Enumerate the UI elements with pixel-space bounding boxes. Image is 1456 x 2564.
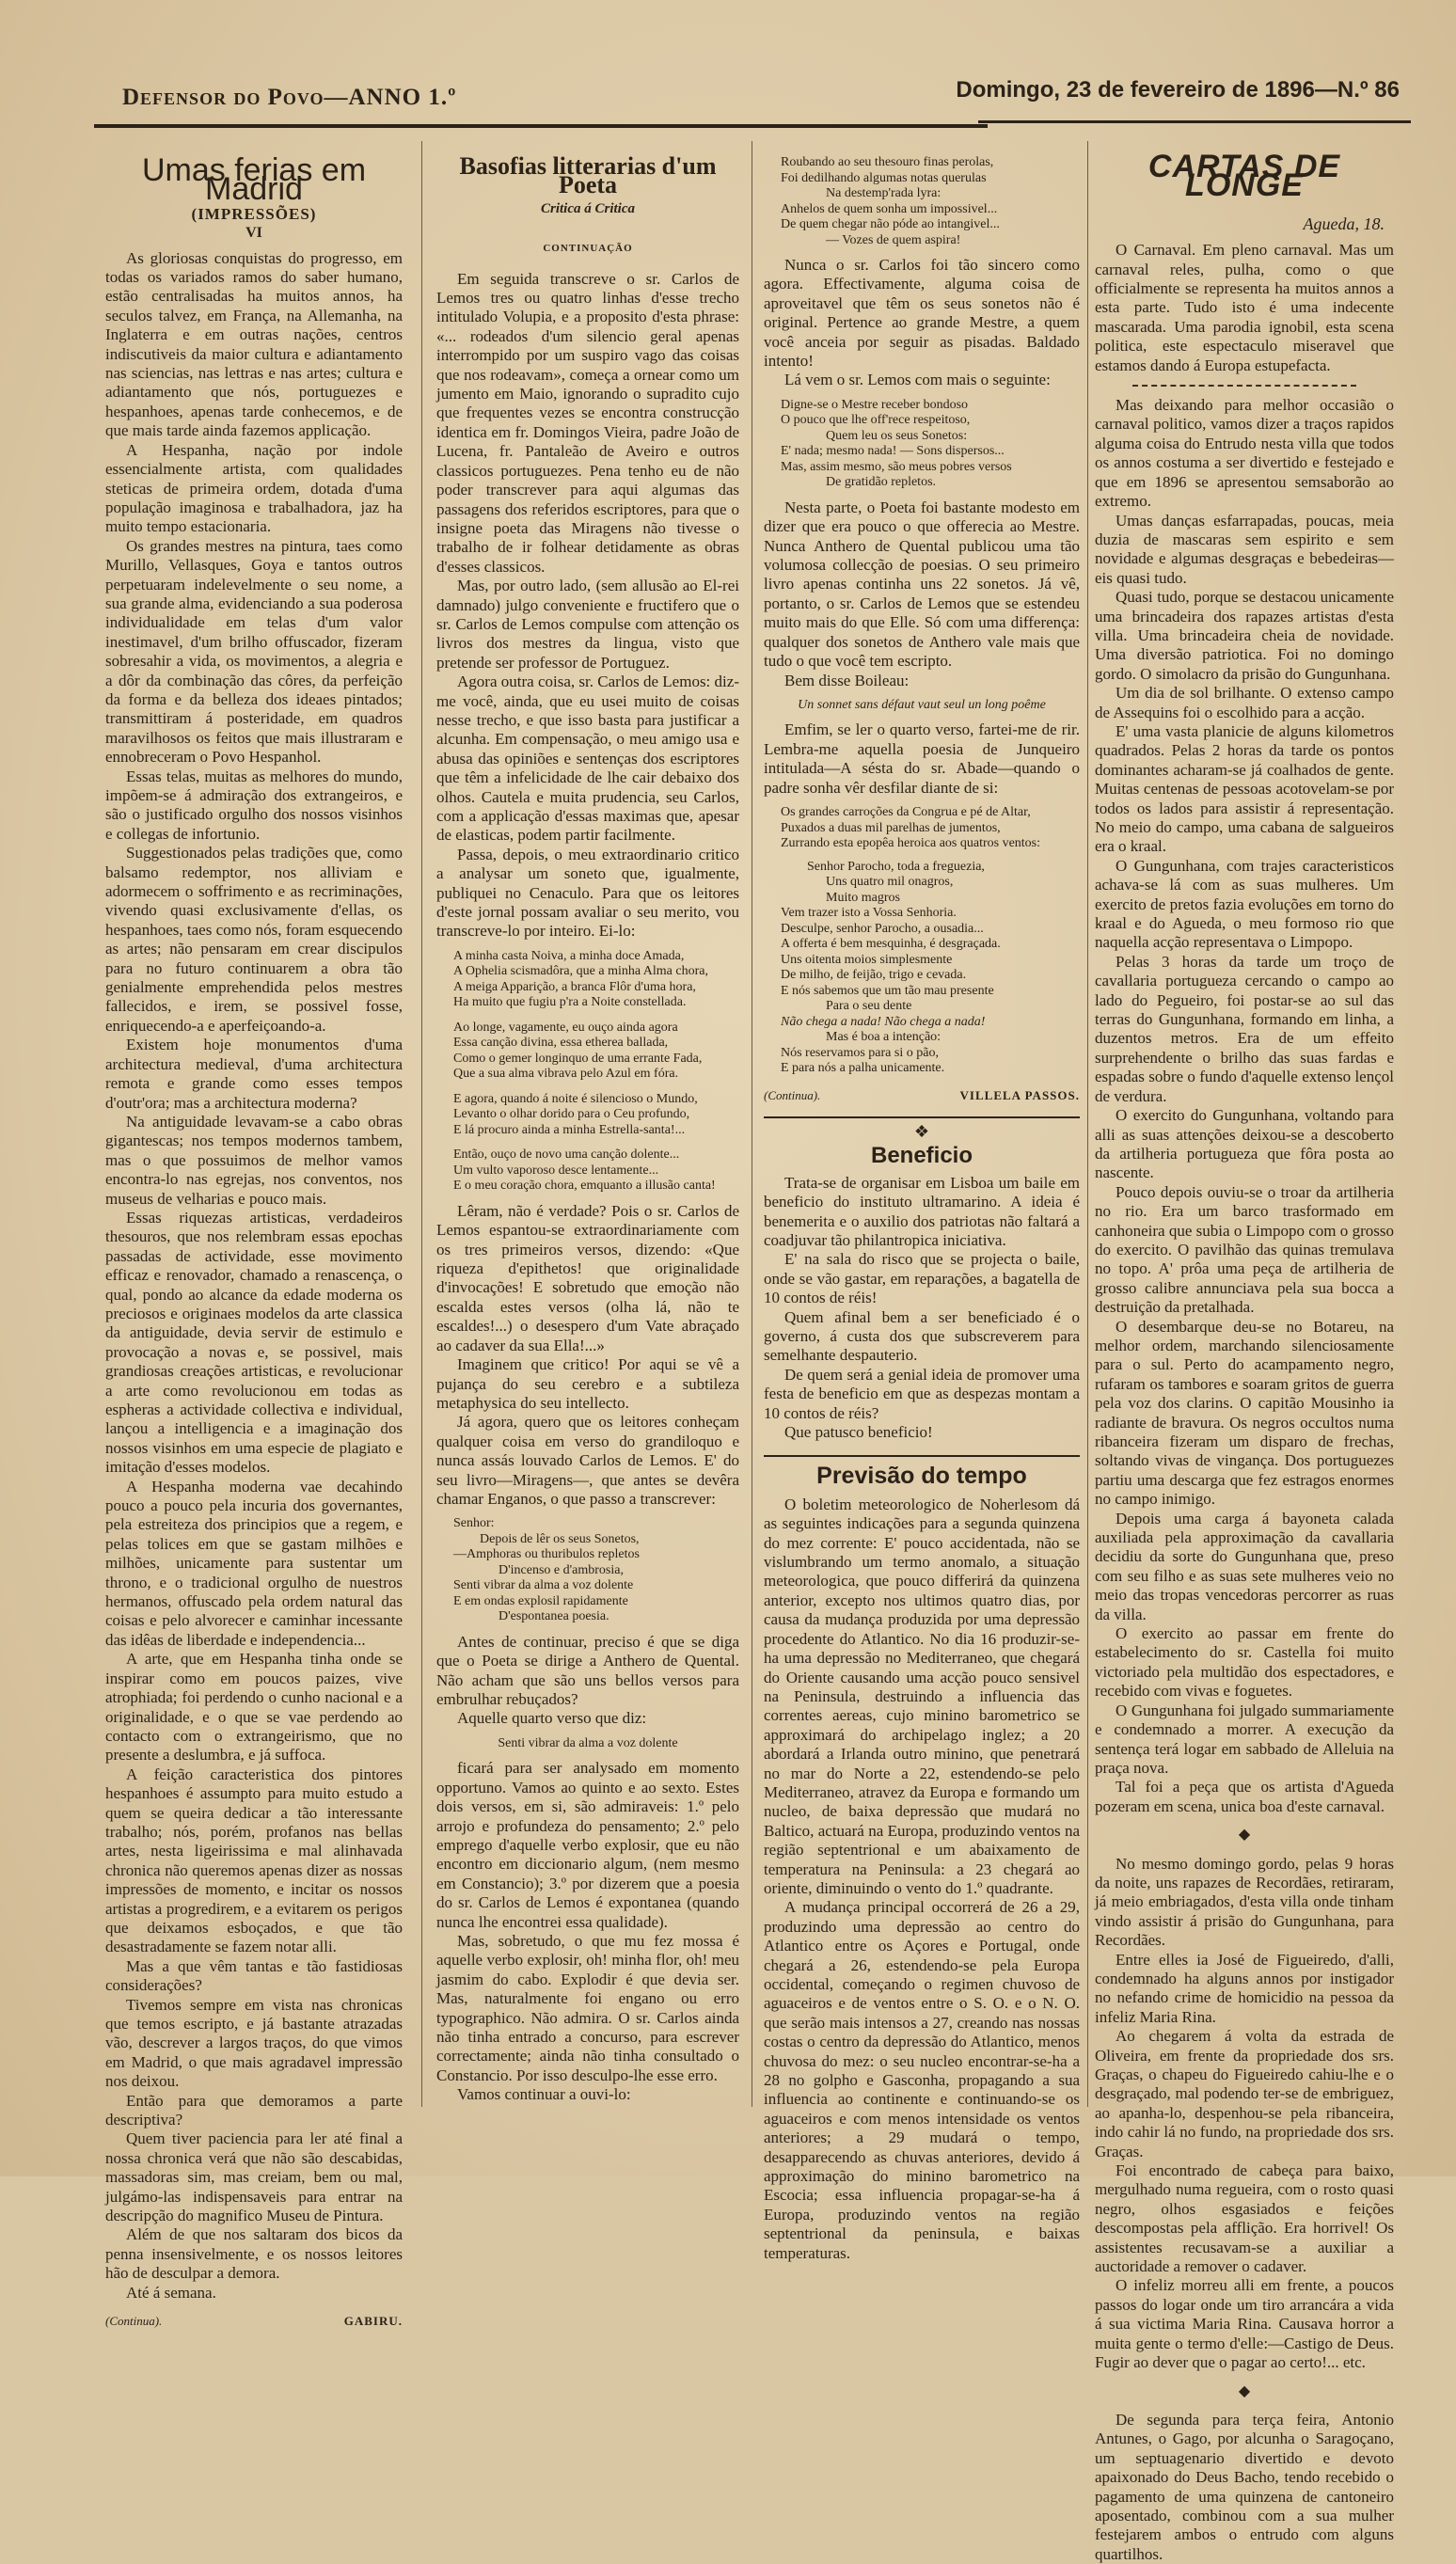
paragraph: Além de que nos saltaram dos bicos da penna insensivelmente, e os nossos leitores hão de desculpar a demora. (105, 2225, 403, 2283)
verse-line: Puxados a duas mil parelhas de jumentos, (781, 820, 1001, 835)
poem-excerpt (781, 398, 1080, 491)
poem-excerpt (453, 1516, 739, 1625)
paragraph: Tivemos sempre em vista nas chronicas que temos escripto, e já bastante atrazadas vão, descrever a largos traços, do que vimos em Madrid, o que mais agradavel impressão nos deixou. (105, 1995, 403, 2091)
paragraph: Mas a que vêm tantas e tão fastidiosas considerações? (105, 1956, 403, 1995)
ornament-divider: ◆ (1238, 1827, 1251, 1844)
paragraph: Em seguida transcreve o sr. Carlos de Lemos tres ou quatro linhas d'esse trecho intitulado Volupia, e a proposito d'esta phrase: «... rodeados d'um silencio geral apenas interrompido por um suspiro vago das coisas que nos rodeavam», começa a ornear como um jumento em Maio, ignorando o supradito cujo que frequentes vezes se encontra construcção identica em fr. Domingos Vieira, padre João de Lucena, fr. Pantaleão de Aveiro e outros classicos portuguezes. Pena tenho eu de não poder transcrever para aqui algumas das passagens dos referidos escriptores, para que o insigne poeta das Miragens não tivesse o trabalho de ir folhear detidamente as obras d'esses classicos. (436, 269, 739, 576)
continuation-label: CONTINUAÇÃO (543, 243, 633, 255)
verse-line: E o meu coração chora, emquanto a illusão canta! (453, 1179, 716, 1194)
column-madrid (105, 152, 403, 2329)
paragraph: Bem disse Boileau: (784, 671, 910, 689)
verse-line: —Amphoras ou thuribulos repletos (453, 1547, 640, 1562)
paragraph: Suggestionados pelas tradições que, como balsamo redemptor, nos alliviam e adormecem o soffrimento e as recriminações, vivendo quasi exclusivamente d'ellas, os hespanhoes, taes como nós, foram esquecendo as artes; não pensaram em crear discipulos para no futuro continuarem a obra tão genialmente emprehendida pelos mestres fallecidos, e irem, se possivel fosse, enriquecendo-a e aperfeiçoando-a. (105, 844, 403, 1035)
paragraph: O desembarque deu-se no Botareu, na melhor ordem, marchando silenciosamente para o sul. Perto do acampamento negro, rufaram os tambores e soaram gritos de guerra pela voz dos clarins. O capitão Mousinho ia radiante de bravura. Os negros occultos numa ribanceira fizeram um disparo de frechas, soltando vivas de vingança. Dos portuguezes partiu uma descarga que fez estragos enormes no campo inimigo. (1095, 1317, 1394, 1509)
verse-line: Anhelos de quem sonha um impossivel... (781, 201, 998, 216)
quoted-verse: Senti vibrar da alma a voz dolente (498, 1735, 678, 1750)
verse-line: Desculpe, senhor Parocho, a ousadia... (781, 921, 984, 936)
verse-line: Muito magros (826, 890, 900, 905)
paragraph: Até á semana. (126, 2283, 216, 2302)
header-rule (978, 120, 1411, 123)
verse-line: Um vulto vaporoso desce lentamente... (453, 1163, 659, 1178)
column-separator (421, 141, 422, 2107)
paragraph: O Carnaval. Em pleno carnaval. Mas um carnaval reles, pulha, como o que officialmente se representa ha muitos annos a esta parte. Tudo isto é uma indecente mascarada. Uma parodia ignobil, esta scena politica, este espectaculo miseravel que estamos dando á Europa estupefacta. (1095, 241, 1394, 374)
verse-line: Depois de lêr os seus Sonetos, (480, 1531, 640, 1546)
paragraph: De quem será a genial ideia de promover uma festa de beneficio em que as despezas montam a 10 contos de réis? (764, 1365, 1080, 1422)
verse-line: E nós sabemos que um tão mau presente (781, 983, 994, 998)
verse-line: Zurrando esta epopêa heroica aos quatros ventos: (781, 836, 1041, 851)
paragraph: E' na sala do risco que se projecta o baile, onde se vão gastar, em reparações, a bagatella de 10 contos de réis! (764, 1250, 1080, 1307)
poem-excerpt (781, 155, 1080, 248)
verse-line: Foi dedilhando algumas notas querulas (781, 170, 987, 185)
verse-line: E para nós a palha unicamente. (781, 1061, 945, 1076)
paragraph: Aquelle quarto verso que diz: (457, 1709, 647, 1728)
verse-line: Os grandes carroções da Congrua e pé de Altar, (781, 805, 1031, 820)
masthead (0, 66, 1456, 132)
chapter-number: VI (245, 225, 262, 242)
dateline: Agueda, 18. (1303, 214, 1385, 233)
paragraph: E' uma vasta planicie de alguns kilometros quadrados. Pelas 2 horas da tarde os pontos dominantes acharam-se já coalhados de gente. Muitas centenas de pessoas acotovelam-se por todos os lados para assistir á representação. No meio do campo, uma cabana de salgueiros era o kraal. (1095, 721, 1394, 856)
paragraph: Pelas 3 horas da tarde um troço de cavallaria portugueza cercando o campo ao lado do Pegueiro, foi postar-se ao sul das terras do Gungunhana, formando em linha, a duzentos metros. Era de um effeito surprehendente o brilho das suas fardas e espadas sobre o fundo d'aquelle extenso lençol de verdura. (1095, 952, 1394, 1105)
verse-line: Então, ouço de novo uma canção dolente... (453, 1147, 680, 1163)
paragraph: Lêram, não é verdade? Pois o sr. Carlos de Lemos espantou-se extraordinariamente com os tres primeiros versos, dizendo: «Que riqueza d'epithetos! que originalidade d'invocações! E sobretudo que emoção não escalda estes versos (olha lá, não te escaldes!...) o desespero d'um Vate abraçado ao cadaver da sua Ella!...» (436, 1201, 739, 1354)
header-rule (94, 124, 988, 128)
article-subtitle: (IMPRESSÕES) (191, 204, 317, 223)
paragraph: Depois uma carga á bayoneta calada auxiliada pela approximação da cavallaria decidiu da sorte do Gungunhana que, preso com seu filho e as suas sete mulheres veio no meio das tropas vencedoras percorrer as ruas da villa. (1095, 1509, 1394, 1623)
verse-line: Na destemp'rada lyra: (826, 186, 942, 200)
section-title: CARTAS DE LONGE (1147, 149, 1341, 204)
paragraph: Imaginem que critico! Por aqui se vê a pujança do seu cerebro e a subtileza metaphysica do seu intellecto. (436, 1355, 739, 1412)
verse-gap (453, 1011, 739, 1021)
verse-line: E em ondas explosil rapidamente (453, 1593, 628, 1608)
column-cartas (1095, 149, 1394, 2563)
paragraph: No mesmo domingo gordo, pelas 9 horas da noite, uns rapazes de Recordães, retiraram, já meio embriagados, d'esta villa onde tinham vindo assistir á prisão do Gungunhana, para Recordães. (1095, 1854, 1394, 1950)
paragraph: Quasi tudo, porque se destacou unicamente uma brincadeira dos rapazes artistas d'esta villa. Uma brincadeira cheia de novidade. Uma diversão patriotica. Foi no domingo gordo. O simolacro da prisão do Gungunhana. (1095, 588, 1394, 683)
verse-line: D'incenso e d'ambrosia, (499, 1562, 624, 1577)
paragraph: Umas danças esfarrapadas, poucas, meia duzia de mascaras sem espirito e sem novidade e algumas desgraças e bebedeiras—eis quasi tudo. (1095, 511, 1394, 587)
newspaper-title: Defensor do Povo—ANNO 1.º (122, 85, 457, 110)
verse-line: A offerta é bem mesquinha, é desgraçada. (781, 937, 1001, 952)
paragraph: Pouco depois ouviu-se o troar da artilheria no rio. Era um barco trasformado em canhoneira que subia o Limpopo com o grosso do exercito. O pavilhão das quinas tremulava no topo. A' prôa uma peça de artilheria de grosso calibre annunciava pela sua bocca a destruição da pretalhada. (1095, 1182, 1394, 1317)
author-signature: VILLELA PASSOS. (959, 1087, 1080, 1102)
verse-line: O pouco que lhe off'rece respeitoso, (781, 413, 971, 428)
article-title: Umas ferias em Madrid (141, 152, 367, 208)
verse-line: Mas é boa a intenção: (826, 1030, 942, 1045)
paragraph: Emfim, se ler o quarto verso, fartei-me de rir. Lembra-me aquella poesia de Junqueiro intitulada—A sésta do sr. Abade—quando o padre sonha vêr desfilar diante de si: (764, 720, 1080, 797)
paragraph: Um dia de sol brilhante. O extenso campo de Assequins foi o escolhido para a acção. (1095, 684, 1394, 721)
verse-line: Mas, assim mesmo, são meus pobres versos (781, 459, 1012, 474)
section-title: Previsão do tempo (764, 1455, 1080, 1485)
verse-line: Essa canção divina, essa etherea ballada, (453, 1036, 669, 1051)
verse-line: Ao longe, vagamente, eu ouço ainda agora (453, 1020, 678, 1035)
paragraph: Passa, depois, o meu extraordinario critico a analysar um soneto que, igualmente, publiquei no Cenaculo. Para que os leitores d'este jornal possam avaliar o seu merito, vou transcreve-lo por inteiro. Ei-lo: (436, 845, 739, 941)
verse-gap (781, 852, 1080, 860)
article-footer (105, 2312, 403, 2331)
paragraph: Vamos continuar a ouvi-lo: (457, 2085, 631, 2104)
paragraph: A mudança principal occorrerá de 26 a 29, produzindo uma depressão ao centro do Atlantico entre os Açores e Portugal, onde chegará a 26, estendendo-se pela Europa occidental, começando o regimen chuvoso de aguaceiros e de ventos entre o S. O. e o N. O. que serão mais intensos a 27, creando nas nossas costas o centro da depressão do Atlantico, menos chuvosa do mez: o seu nucleo encontrar-se-ha a 28 no golpho e Gasconha, propagando a sua influencia ao continente e continuando-se os aguaceiros e com menos intensidade os ventos anteriores; a 29 mudará o tempo, desapparecendo as chuvas anteriores, devido á approximação do minino barometrico na Escocia; essa influencia propagar-se-ha á Europa, produzindo ventos na região septentrional da peninsula, e baixas temperaturas. (764, 1898, 1080, 2262)
verse-line: Vem trazer isto a Vossa Senhoria. (781, 906, 957, 921)
verse-line: Não chega a nada! Não chega a nada! (781, 1014, 986, 1029)
paragraph: Existem hoje monumentos d'uma architectura medieval, d'uma architectura remota e grande como esses tempos d'outr'ora; mas a architectura moderna? (105, 1036, 403, 1112)
verse-line: D'espontanea poesia. (499, 1609, 609, 1624)
column-basofias (436, 152, 739, 2140)
author-signature: GABIRU. (343, 2314, 403, 2329)
paragraph: Trata-se de organisar em Lisboa um baile em beneficio do instituto ultramarino. A ideia é benemerita e o auxilio dos patriotas não faltará a coadjuvar tão philantropica iniciativa. (764, 1173, 1080, 1249)
continued-note: (Continua). (105, 2314, 163, 2329)
dashed-divider (1132, 385, 1356, 387)
ornament-divider: ◆ (1238, 2382, 1251, 2399)
verse-line: Para o seu dente (826, 999, 912, 1014)
paragraph: Quem afinal bem a ser beneficiado é o governo, á custa dos que subscreverem para semelhante despauterio. (764, 1307, 1080, 1365)
verse-line: Senhor: (453, 1516, 495, 1531)
verse-line: A meiga Apparição, a branca Flôr d'uma hora, (453, 979, 696, 994)
paragraph: As gloriosas conquistas do progresso, em todas os variados ramos do saber humano, estão centralisadas ha muitos annos, ha seculos talvez, em França, na Allemanha, na Inglaterra e em outras nações, centros indiscutiveis da maior cultura e adiantamento nas sciencias, nas lettras e nas artes; cultura e adiantamento que nós, portuguezes e hespanhoes, apenas tarde conhecemos, e de que mais tarde ainda fazemos applicação. (105, 248, 403, 440)
verse-line: De milho, de feijão, trigo e cevada. (781, 968, 967, 983)
verse-line: — Vozes de quem aspira! (826, 232, 961, 247)
verse-line: A Ophelia scismadôra, que a minha Alma chora, (453, 964, 708, 979)
verse-gap (453, 1138, 739, 1147)
article-footer (764, 1086, 1080, 1105)
verse-line: Nós reservamos para si o pão, (781, 1045, 939, 1060)
paragraph: Ao chegarem á volta da estrada de Oliveira, em frente da propriedade dos srs. Graças, o chapeu do Figueiredo cahiu-lhe e o desgraçado, mal podendo ter-se de embriguez, ao apanha-lo, despenhou-se pela ribanceira, indo cahir lá no fundo, na propriedade dos srs. Graças. (1095, 2027, 1394, 2160)
continued-note: (Continua). (764, 1087, 821, 1102)
paragraph: Os grandes mestres na pintura, taes como Murillo, Vellasques, Goya e tantos outros perpetuaram indelevelmente o seu nome, a sua grande alma, evidenciando a sua poderosa individualidade em telas d'um valor inestimavel, d'um brilho offuscador, fizeram sobresahir a vida, os movimentos, a alegria e a dôr da combinação das côres, da perfeição da forma e da belleza dos ideaes pintados; transmittiram á posteridade, em quadros maravilhosos os feitos que mais illustraram e ennobreceram o Povo Hespanhol. (105, 536, 403, 767)
paragraph: Mas deixando para melhor occasião o carnaval politico, vamos dizer a traços rapidos alguma coisa do Entrudo nesta villa que todos os annos costuma a ser divertido e festejado e que em 1896 se apresentou semsaborão ao extremo. (1095, 396, 1394, 511)
verse-line: Uns oitenta moios simplesmente (781, 952, 953, 967)
verse-line: Ha muito que fugiu p'ra a Noite constellada. (453, 995, 687, 1010)
paragraph: Já agora, quero que os leitores conheçam qualquer coisa em verso do grandiloquo e nunca assás louvado Carlos de Lemos. E' do seu livro—Miragens—, que antes se devêra chamar Enganos, o que passo a transcrever: (436, 1413, 739, 1508)
paragraph: Nesta parte, o Poeta foi bastante modesto em dizer que era pouco o que offerecia ao Mestre. Nunca Anthero de Quental publicou uma tão volumosa collecção de poesias. O seu primeiro livro apenas continha uns 22 sonetos. Já vê, portanto, o sr. Carlos de Lemos que se estendeu muito mais do que Elle. Só com uma differença: qualquer dos sonetos de Anthero vale mais que tudo o que você tem escripto. (764, 498, 1080, 671)
paragraph: O boletim meteorologico de Noherlesom dá as seguintes indicações para a segunda quinzena do mez corrente: E' pouco accidentada, não se vislumbrando um termo anomalo, a situação meteorologica, que pouco differirá da quinzena anterior, excepto nos ultimos quatro dias, por causa da mudança produzida por uma depressão procedente do Atlantico. No dia 16 produzir-se-ha uma depressão no Mediterraneo, que chegará do Oriente causando uma acção pouco sensivel na Peninsula, destruindo a influencia das correntes aereas, cujo minino barometrico se approximará do archipelago inglez; a 20 abordará a Irlanda outro minino, que penetrará no mar do Norte a 22, estendendo-se pelo Mediterraneo, atravez da Europa e formando um nucleo, de baixa depressão que mudará no Baltico, actuará na Europa, produzindo ventos na região septentrional e um abaixamento de temperatura na Peninsula: a 23 chegará ao oriente, diminuindo o vento do 1.º quadrante. (764, 1495, 1080, 1897)
paragraph: O exercito do Gungunhana, voltando para alli as suas attenções deixou-se a descoberto da artilheria portugueza que fôra posta ao nascente. (1095, 1106, 1394, 1182)
paragraph: O Gungunhana foi julgado summariamente e condemnado a morrer. A execução da sentença terá logar em sabbado de Alleluia na praça nova. (1095, 1701, 1394, 1777)
paragraph: O Gungunhana, com trajes caracteristicos achava-se lá com as suas mulheres. Um exercito de pretos fazia evoluções em torno do kraal e do Agueda, o meu formoso rio que naquella acção representava o Limpopo. (1095, 856, 1394, 952)
paragraph: Entre elles ia José de Figueiredo, d'alli, condemnado ha alguns annos por instigador no nefando crime de homicidio na pessoa da infeliz Maria Rina. (1095, 1950, 1394, 2026)
paragraph: Essas riquezas artisticas, verdadeiros thesouros, que nos relembram essas epochas passadas de actividade, esse movimento efficaz e renovador, chamado a renascença, o qual, pondo ao alcance da edade moderna os preciosos e originaes modelos da arte classica da antiguidade, devia servir de estimulo e provocação a novas e, se possivel, mais grandiosas creações artisticas, e revolucionar a arte como revolucionou em todas as espheras a actividade collectiva e individual, lançou a intelligencia e a imaginação dos nossos visinhos em uma especie de plagiato e imitação d'esses modelos. (105, 1208, 403, 1477)
verse-line: De quem chegar não póde ao intangivel... (781, 217, 1000, 231)
paragraph: O exercito ao passar em frente do estabelecimento do sr. Castella foi muito victoriado pela multidão dos espectadores, e recebido com vivas e foguetes. (1095, 1624, 1394, 1701)
paragraph: Que patusco beneficio! (784, 1423, 933, 1442)
paragraph: Mas, por outro lado, (sem allusão ao El-rei damnado) julgo conveniente e fructifero que o sr. Carlos de Lemos compulse com attenção os livros dos mestres da lingua, visto que pretende ser professor de Portuguez. (436, 577, 739, 672)
paragraph: A Hespanha, nação por indole essencialmente artista, com qualidades steticas de primeira ordem, dotada d'uma população imaginosa e trabalhadora, jaz ha muito tempo estacionaria. (105, 440, 403, 536)
column-separator (1087, 141, 1088, 2107)
paragraph: A Hespanha moderna vae decahindo pouco a pouco pela incuria dos governantes, pela estreiteza dos principios que a regem, e pelas tolices em que se gastam milhões e milhões, unicamente para sustentar um throno, e o tradicional orgulho de nuestros hermanos, offuscado pela ordem natural das coisas e pelo alvorecer e caminhar incessante das idêas de liberdade e independencia... (105, 1477, 403, 1649)
paragraph: Na antiguidade levavam-se a cabo obras gigantescas; nos tempos modernos tambem, mas o que possuimos de melhor vamos encontra-lo nas egrejas, nos conventos, nos museus de velharias e pouco mais. (105, 1112, 403, 1208)
verse-gap (453, 1083, 739, 1092)
verse-line: Senhor Parocho, toda a freguezia, (807, 859, 985, 874)
paragraph: Foi encontrado de cabeça para baixo, mergulhado numa regueira, com o rosto quasi negro, olhos esgasiados e feições descompostas pela afflição. Era horrivel! Os assistentes recusavam-se a auxiliar a auctoridade a remover o cadaver. (1095, 2161, 1394, 2276)
article-title: Basofias litterarias d'um Poeta (459, 152, 717, 199)
paragraph: Lá vem o sr. Lemos com mais o seguinte: (784, 371, 1051, 389)
poem-excerpt (781, 805, 1080, 1077)
verse-line: E agora, quando á noite é silencioso o Mundo, (453, 1091, 698, 1106)
verse-line: Digne-se o Mestre receber bondoso (781, 397, 969, 412)
verse-line: Levanto o olhar dorido para o Ceu profundo, (453, 1107, 690, 1122)
verse-line: E' nada; mesmo nada! — Sons dispersos... (781, 444, 1005, 459)
verse-line: Quem leu os seus Sonetos: (826, 428, 968, 443)
paragraph: Tal foi a peça que os artista d'Agueda pozeram em scena, unica boa d'este carnaval. (1095, 1778, 1394, 1815)
paragraph: Antes de continuar, preciso é que se diga que o Poeta se dirige a Anthero de Quental. Não acham que são uns bellos versos para embrulhar rebuçados? (436, 1632, 739, 1709)
verse-line: Roubando ao seu thesouro finas perolas, (781, 155, 994, 169)
paragraph: ficará para ser analysado em momento opportuno. Vamos ao quinto e ao sexto. Estes dois versos, em si, são admiraveis: 1.º pelo arrojo e profundeza do pensamento; 2.º pelo emprego d'aquelle verbo explosir, que eu não encontro em diccionario algum, (nem mesmo em Constancio); 3.º por dizerem que a poesia do sr. Carlos de Lemos é expontanea (quando nunca lhe encontrei essa qualidade). (436, 1759, 739, 1931)
issue-date: Domingo, 23 de fevereiro de 1896—N.º 86 (956, 77, 1400, 103)
verse-line: Senti vibrar da alma a voz dolente (453, 1578, 634, 1593)
paragraph: A feição caracteristica dos pintores hespanhoes é assumpto para muito estudo a quem se queira dedicar a tão interessante trabalho; nós, porém, profanos nas bellas artes, nesta ligeirissima e mal alinhavada chronica não queremos apenas dizer as nossas impressões de momento, e incitar os nossos artistas a progredirem, e a evitarem os perigos que deixamos esboçados, e que tão desastradamente se fazem notar alli. (105, 1765, 403, 1956)
paragraph: Nunca o sr. Carlos foi tão sincero como agora. Effectivamente, alguma coisa de aproveitavel que têm os seus sonetos não é original. Pertence ao grande Mestre, a quem você anceia por seguir as pisadas. Baldado intento! (764, 256, 1080, 371)
article-subtitle: Critica á Critica (540, 200, 635, 216)
paragraph: Essas telas, muitas as melhores do mundo, impõem-se á admiração dos extrangeiros, e são o justificado orgulho dos nossos visinhos e collegas de infortunio. (105, 767, 403, 843)
verse-line: Que a sua alma vibrava pelo Azul em fóra. (453, 1067, 679, 1082)
paragraph: Mas, sobretudo, o que mu fez mossa é aquelle verbo explosir, oh! minha flor, oh! meu jasmim do cabo. Explodir é que devia ser. Mas, naturalmente foi engano ou erro typographico. Não admira. O sr. Carlos ainda não tinha entrado a concurso, para escrever correctamente; ainda não tinha consultado o Constancio. Por isso desculpo-lhe esse erro. (436, 1932, 739, 2084)
verse-line: E lá procuro ainda a minha Estrella-santa!... (453, 1122, 686, 1137)
paragraph: A arte, que em Hespanha tinha onde se inspirar como em poucos paizes, vive atrophiada; foi perdendo o cunho nacional e a originalidade, e o que se vae perdendo ao contacto com o extrangeirismo, que no presente a deslumbra, e já suffoca. (105, 1650, 403, 1765)
column-basofias-cont (764, 155, 1080, 2262)
paragraph: O infeliz morreu alli em frente, a poucos passos do logar onde um tiro arrancára a vida á sua victima Maria Rina. Causava horror a muita gente o termo d'elle:—Castigo de Deus. Fugir ao dever que o pagar ao certo!... etc. (1095, 2276, 1394, 2372)
verse-line: De gratidão repletos. (826, 475, 937, 490)
sonnet (453, 949, 739, 1195)
boileau-quote: Un sonnet sans défaut vaut seul un long poême (798, 697, 1046, 712)
verse-line: Como o gemer longinquo de uma errante Fada, (453, 1051, 703, 1066)
paragraph: Agora outra coisa, sr. Carlos de Lemos: diz-me você, ainda, que eu usei muito de coisas nesse trecho, e que isso basta para justificar a alcunha. Em compensação, o meu amigo usa e abusa das opiniões e sentenças dos escriptores que têm a infelicidade de lhe cair debaixo dos olhos. Cautela e muita prudencia, seu Carlos, com a applicação d'essas maximas que, apesar de elasticas, podem partir facilmente. (436, 673, 739, 845)
verse-line: A minha casta Noiva, a minha doce Amada, (453, 948, 685, 963)
section-title: Beneficio (870, 1143, 973, 1169)
ornament-divider: ❖ (764, 1116, 1080, 1141)
paragraph: De segunda para terça feira, Antonio Antunes, o Gago, por alcunha o Saragoçano, um septuagenario divertido e devoto apaixonado do Deus Bacho, tendo recebido o pagamento de uma quinzena de cantoneiro aposentado, combinou com a sua mulher festejarem ambos o entrudo com alguns quartilhos. (1095, 2410, 1394, 2563)
paragraph: Então para que demoramos a parte descriptiva? (105, 2091, 403, 2129)
paragraph: Quem tiver paciencia para ler até final a nossa chronica verá que não são descabidas, massadoras sim, mas creiam, bem ou mal, julgámo-las indispensaveis para entrar na descripção do magnifico Museu de Pintura. (105, 2129, 403, 2225)
verse-line: Uns quatro mil onagros, (826, 875, 954, 890)
